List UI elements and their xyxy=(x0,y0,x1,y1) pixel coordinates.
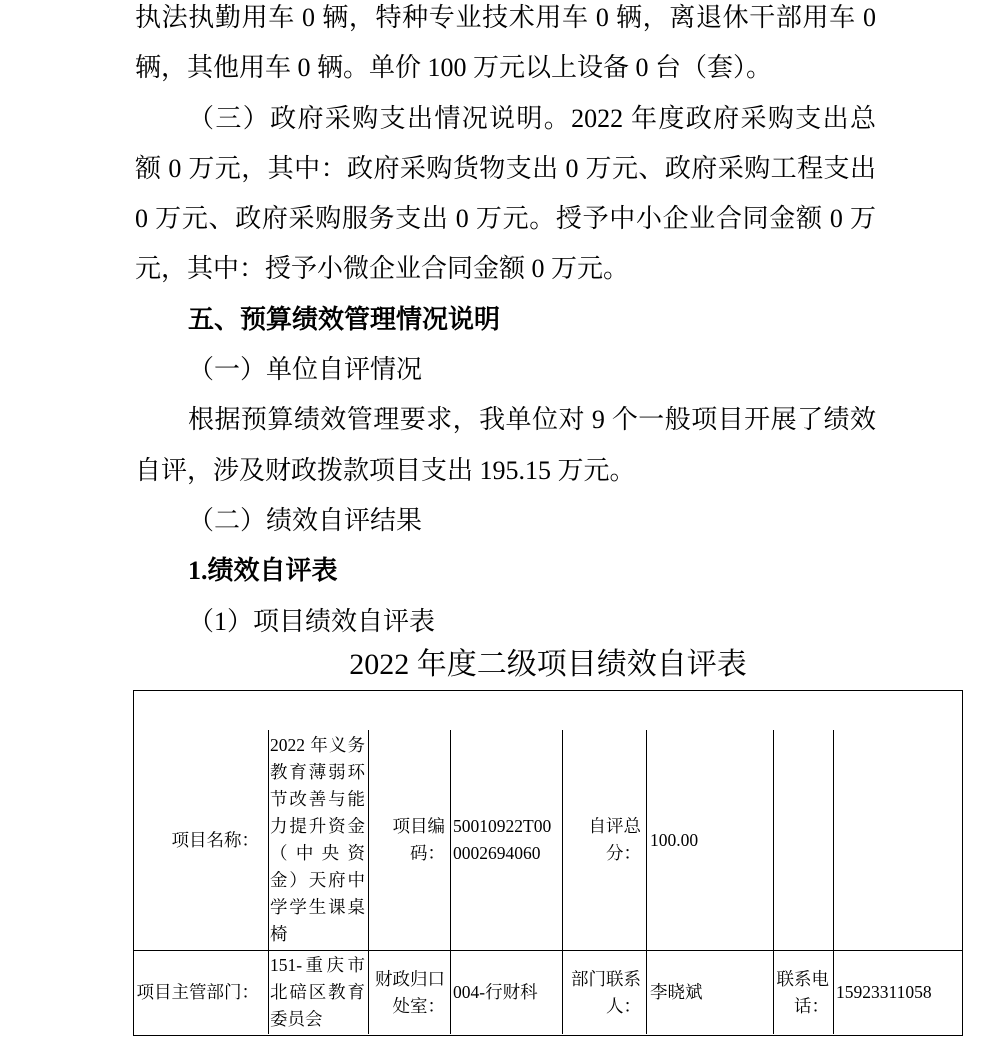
project-name-label: 项目名称： xyxy=(171,829,259,850)
procurement-paragraph-line: （三）政府采购支出情况说明。2022 年度政府采购支出总 xyxy=(188,103,876,133)
contact-phone-label: 联系电话： xyxy=(776,968,829,1016)
supervising-department-value-cell xyxy=(268,950,368,1034)
department-contact-value: 李晓斌 xyxy=(650,982,703,1002)
supervising-department-value: 151-重庆市北碚区教育委员会 xyxy=(270,955,365,1029)
section-heading: 五、预算绩效管理情况说明 xyxy=(188,304,501,334)
project-code-label-cell xyxy=(368,730,450,950)
document-body xyxy=(135,0,876,647)
contact-phone-value-cell xyxy=(833,950,962,1034)
self-eval-score-label-cell xyxy=(562,730,646,950)
unit-self-eval-heading: （一）单位自评情况 xyxy=(188,355,423,385)
empty-cell xyxy=(773,730,833,950)
department-contact-value-cell xyxy=(646,950,773,1034)
project-table-heading: （1）项目绩效自评表 xyxy=(188,606,436,636)
finance-office-label-cell xyxy=(368,950,450,1034)
project-name-value-cell xyxy=(268,730,368,950)
empty-cell xyxy=(833,730,962,950)
self-eval-result-heading: （二）绩效自评结果 xyxy=(188,505,423,535)
self-eval-score-label: 自评总分： xyxy=(588,816,641,863)
finance-office-value-cell xyxy=(450,950,562,1034)
finance-office-label: 财政归口处室： xyxy=(375,968,445,1016)
eval-table-heading: 1.绩效自评表 xyxy=(188,556,338,586)
table-title: 2022 年度二级项目绩效自评表 xyxy=(349,648,747,681)
project-code-value-cell xyxy=(450,730,562,950)
self-eval-score-value: 100.00 xyxy=(650,829,699,850)
contact-phone-label-cell xyxy=(773,950,833,1034)
project-eval-table xyxy=(133,690,963,1036)
vehicle-paragraph-line: 执法执勤用车 0 辆，特种专业技术用车 0 辆，离退休干部用车 0 xyxy=(135,3,876,32)
project-code-label: 项目编码： xyxy=(392,816,445,863)
table-grid xyxy=(134,730,962,1034)
unit-self-eval-paragraph-line: 自评，涉及财政拨款项目支出 195.15 万元。 xyxy=(135,455,636,485)
self-eval-score-value-cell xyxy=(646,730,773,950)
supervising-department-label-cell xyxy=(134,950,268,1034)
project-name-value: 2022 年义务教育薄弱环节改善与能力提升资金（中央资金）天府中学学生课桌椅 xyxy=(270,735,365,944)
contact-phone-value: 15923311058 xyxy=(836,982,932,1002)
project-code-value: 50010922T000002694060 xyxy=(453,816,552,863)
procurement-paragraph-line: 0 万元、政府采购服务支出 0 万元。授予中小企业合同金额 0 万 xyxy=(135,204,876,234)
supervising-department-label: 项目主管部门： xyxy=(136,982,259,1002)
procurement-paragraph-line: 元，其中：授予小微企业合同金额 0 万元。 xyxy=(135,254,630,284)
finance-office-value: 004-行财科 xyxy=(453,982,538,1002)
unit-self-eval-paragraph-line: 根据预算绩效管理要求，我单位对 9 个一般项目开展了绩效 xyxy=(188,405,876,435)
department-contact-label: 部门联系人： xyxy=(571,968,641,1016)
project-name-label-cell xyxy=(134,730,268,950)
vehicle-paragraph-line: 辆，其他用车 0 辆。单价 100 万元以上设备 0 台（套）。 xyxy=(135,53,773,83)
procurement-paragraph-line: 额 0 万元，其中：政府采购货物支出 0 万元、政府采购工程支出 xyxy=(135,153,876,183)
department-contact-label-cell xyxy=(562,950,646,1034)
